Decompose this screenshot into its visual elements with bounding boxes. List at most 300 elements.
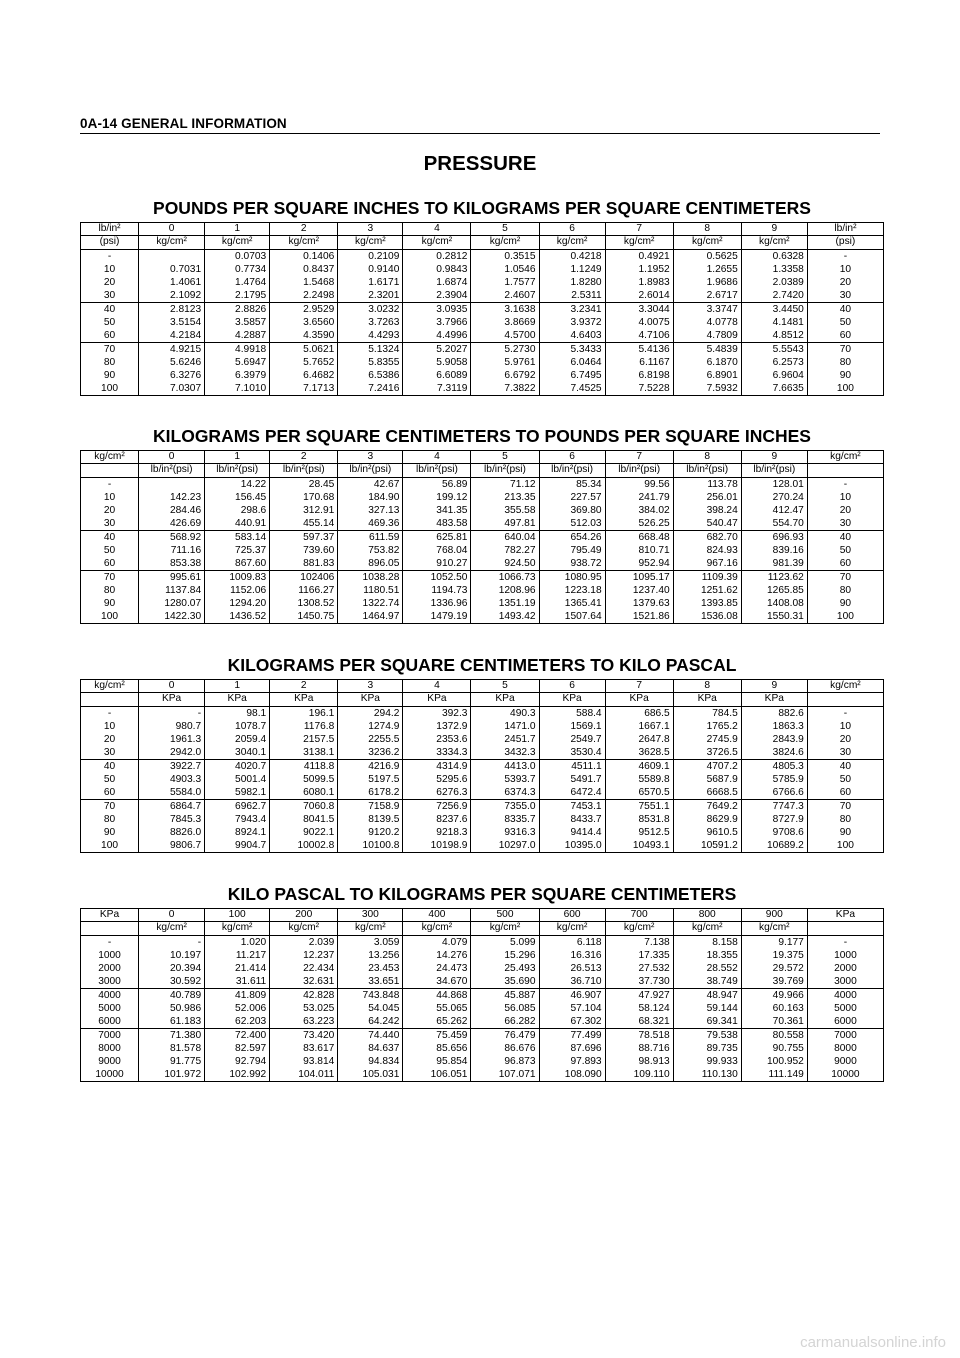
table-header-row [81,236,884,249]
cell-value: 128.01 [772,478,804,490]
cell-value: 3.5857 [235,316,267,328]
cell-value: 3.3747 [706,303,738,315]
value-cell [605,1028,673,1081]
header-cell: lb/in²(psi) [403,464,471,477]
cell-value: 1550.31 [767,610,804,622]
cell-value: 63.223 [303,1015,335,1027]
cell-value: 0.8437 [303,263,335,275]
cell-value: 4.1481 [772,316,804,328]
cell-value: 85.656 [436,1042,468,1054]
cell-value: 7551.1 [638,800,670,812]
cell-value: 90 [103,826,116,838]
value-cell [673,249,741,302]
cell-value: 84.637 [368,1042,400,1054]
cell-value: 60 [103,557,116,569]
cell-value: 94.834 [368,1055,400,1067]
header-cell: kg/cm² [741,922,807,935]
cell-value: 100 [101,610,119,622]
header-cell: kg/cm² [605,236,673,249]
value-cell [139,302,205,342]
header-cell: 2 [270,451,338,464]
cell-value: 392.3 [441,707,468,719]
cell-value: 4.7809 [706,329,738,341]
value-cell [338,1028,403,1081]
cell-value: - [843,936,848,948]
cell-value: 1194.73 [431,584,468,596]
header-cell: lb/in² [81,223,139,236]
header-cell: kg/cm² [403,236,471,249]
value-cell [139,988,205,1028]
cell-value: 91.775 [169,1055,202,1067]
cell-value [142,478,201,491]
value-cell [471,342,539,395]
cell-value: 71.12 [510,478,536,490]
cell-value: 3138.1 [303,746,335,758]
cell-value: 8433.7 [570,813,602,825]
cell-value: 53.025 [303,1002,335,1014]
cell-value: 7943.4 [235,813,267,825]
value-cell [673,799,741,852]
header-cell [807,464,883,477]
header-cell: 0 [139,680,205,693]
cell-value: 910.27 [436,557,468,569]
cell-value: 2157.5 [303,733,335,745]
cell-value: 5785.9 [772,773,804,785]
header-cell [81,922,139,935]
cell-value: 3628.5 [638,746,670,758]
header-cell: 800 [673,909,741,922]
cell-value: 3.4450 [772,303,804,315]
cell-value: 5.4136 [638,343,670,355]
cell-value: 1.9686 [706,276,738,288]
cell-value: 2843.9 [772,733,804,745]
cell-value: 4.9918 [235,343,267,355]
cell-value: 1.4764 [235,276,267,288]
cell-value: 23.453 [368,962,400,974]
header-cell [807,693,883,706]
cell-value: 896.05 [368,557,400,569]
header-cell: lb/in²(psi) [270,464,338,477]
header-cell: kg/cm² [539,922,605,935]
cell-value: 8139.5 [368,813,400,825]
cell-value: 7256.9 [436,800,468,812]
cell-value: 4805.3 [772,760,804,772]
value-cell [741,706,807,759]
header-cell: 200 [270,909,338,922]
cell-value: 0.1406 [303,250,335,262]
cell-value: 981.39 [772,557,804,569]
cell-value: 2942.0 [169,746,202,758]
header-cell: lb/in²(psi) [338,464,403,477]
section-title: POUNDS PER SQUARE INCHES TO KILOGRAMS PER SQUARE CENTIMETERS [153,198,811,218]
cell-value: 1351.19 [498,597,536,609]
cell-value: 70 [103,571,116,583]
header-cell: lb/in² [807,223,883,236]
header-cell: 7 [605,451,673,464]
cell-value: 2.6717 [706,289,738,301]
cell-value: 1237.40 [632,584,670,596]
cell-value: 881.83 [303,557,335,569]
cell-value: 6.4682 [303,369,335,381]
cell-value: 9414.4 [570,826,602,838]
cell-value: 490.3 [510,707,536,719]
cell-value: 686.5 [644,707,670,719]
cell-value: 2.5311 [571,289,602,301]
cell-value: 3040.1 [235,746,267,758]
row-label-cell [81,302,139,342]
cell-value: 426.69 [169,517,202,529]
cell-value: 90 [103,369,116,381]
value-cell [139,799,205,852]
cell-value: 10 [103,720,116,732]
cell-value: 0.2812 [436,250,468,262]
cell-value: 3.0935 [436,303,468,315]
table-row-group [81,249,884,302]
cell-value: 1450.75 [297,610,335,622]
cell-value: 49.966 [772,989,804,1001]
cell-value: 52.006 [235,1002,267,1014]
value-cell [605,759,673,799]
cell-value: 40 [103,531,116,543]
table-row-group [81,570,884,623]
value-cell [673,1028,741,1081]
cell-value: 30.592 [169,975,202,987]
cell-value: 6.1870 [706,356,738,368]
cell-value: 6766.6 [772,786,804,798]
cell-value: 4.0778 [706,316,738,328]
cell-value: 1152.06 [230,584,267,596]
value-cell [673,530,741,570]
cell-value: 2.4607 [504,289,536,301]
cell-value: 7.5932 [706,382,738,394]
cell-value: 1.4061 [169,276,202,288]
cell-value: 2.3904 [436,289,468,301]
cell-value: 5.2730 [504,343,536,355]
value-cell [139,342,205,395]
cell-value: 14.276 [436,949,468,961]
cell-value: 105.031 [362,1068,400,1080]
cell-value: 10 [839,491,852,503]
cell-value: 100 [101,839,119,851]
value-cell [139,935,205,988]
cell-value: 5.7652 [303,356,335,368]
header-cell: kg/cm² [338,236,403,249]
cell-value: 10 [103,263,116,275]
header-cell: kg/cm² [807,451,883,464]
cell-value: 10 [839,720,852,732]
cell-value: 512.03 [570,517,602,529]
cell-value: 20 [103,733,116,745]
cell-value: 10198.9 [430,839,468,851]
table-header-row [81,680,884,693]
cell-value: 199.12 [436,491,468,503]
cell-value: 3432.3 [504,746,536,758]
cell-value: 6374.3 [504,786,536,798]
cell-value: 8000 [98,1042,121,1054]
cell-value: 6864.7 [169,800,202,812]
cell-value: 60.163 [772,1002,804,1014]
cell-value: 31.611 [235,975,267,987]
cell-value: 0.9140 [368,263,400,275]
cell-value: 80 [103,813,116,825]
cell-value: 90 [839,826,852,838]
cell-value: 725.37 [235,544,267,556]
value-cell [270,302,338,342]
cell-value: 93.814 [303,1055,335,1067]
value-cell [139,1028,205,1081]
value-cell [205,1028,270,1081]
cell-value: 40.789 [169,989,202,1001]
cell-value: 3.059 [373,936,400,948]
value-cell [471,988,539,1028]
cell-value: 6.2573 [772,356,804,368]
cell-value: 50 [839,544,852,556]
kgcm2-to-psi-section [80,426,884,624]
value-cell [539,530,605,570]
cell-value: 28.552 [706,962,738,974]
cell-value: 92.794 [235,1055,267,1067]
cell-value: 5.099 [510,936,536,948]
cell-value: 56.085 [504,1002,536,1014]
value-cell [205,988,270,1028]
cell-value: 76.479 [504,1029,536,1041]
cell-value: 597.37 [303,531,335,543]
table-row-group [81,799,884,852]
cell-value: 41.809 [235,989,267,1001]
header-cell: KPa [673,693,741,706]
cell-value: 6.1167 [639,356,670,368]
cell-value: 1274.9 [368,720,400,732]
header-cell: kg/cm² [807,680,883,693]
cell-value: 2000 [98,962,121,974]
cell-value: 882.6 [778,707,804,719]
header-cell: 3 [338,451,403,464]
value-cell [673,988,741,1028]
cell-value: 100 [836,610,854,622]
cell-value: 1667.1 [638,720,670,732]
cell-value: 22.434 [303,962,335,974]
cell-value: 70 [103,343,116,355]
table-header-row [81,922,884,935]
cell-value: 4.079 [441,936,468,948]
cell-value: 5687.9 [706,773,738,785]
cell-value: 4216.9 [368,760,400,772]
cell-value: 64.242 [368,1015,400,1027]
header-cell: lb/in²(psi) [139,464,205,477]
cell-value: 2647.8 [638,733,670,745]
cell-value: 1294.20 [229,597,267,609]
cell-value: 26.513 [570,962,602,974]
cell-value: 938.72 [570,557,602,569]
cell-value: 1.1952 [638,263,670,275]
header-cell: kg/cm² [81,451,139,464]
value-cell [741,988,807,1028]
cell-value: 102.992 [229,1068,267,1080]
conversion-table [80,450,884,624]
header-cell: 100 [205,909,270,922]
cell-value: 497.81 [504,517,536,529]
cell-value: 3.2341 [570,303,602,315]
cell-value: 60 [103,329,116,341]
cell-value: 8237.6 [436,813,468,825]
cell-value: 398.24 [706,504,738,516]
cell-value: 0.4921 [638,250,670,262]
cell-value: 1464.97 [362,610,400,622]
cell-value: 9806.7 [169,839,202,851]
cell-value: 109.110 [633,1068,670,1080]
cell-value: 6.118 [576,936,602,948]
cell-value: 3000 [834,975,857,987]
cell-value: 7060.8 [303,800,335,812]
cell-value: 3.7966 [436,316,468,328]
cell-value: 10.197 [169,949,202,961]
cell-value: 4.3590 [303,329,335,341]
cell-value: 6.3276 [169,369,202,381]
cell-value: 6.8198 [638,369,670,381]
cell-value: 5.1324 [368,343,400,355]
cell-value: 1863.3 [772,720,804,732]
value-cell [673,759,741,799]
cell-value: 1.020 [240,936,267,948]
header-cell: 5 [471,223,539,236]
cell-value: 6472.4 [570,786,602,798]
row-label-cell [81,706,139,759]
value-cell [403,935,471,988]
table-row-group [81,302,884,342]
header-cell: 700 [605,909,673,922]
header-cell: 1 [205,680,270,693]
cell-value: 60 [103,786,116,798]
cell-value: 7355.0 [504,800,536,812]
cell-value: 654.26 [570,531,602,543]
cell-value: 50 [839,773,852,785]
header-cell: kg/cm² [471,922,539,935]
cell-value: 70 [103,800,116,812]
value-cell [403,302,471,342]
cell-value: 113.78 [707,478,738,490]
kgcm2-to-kpa-section [80,655,884,853]
cell-value: 9000 [834,1055,857,1067]
conversion-table [80,908,884,1082]
cell-value: 3334.3 [436,746,468,758]
cell-value: 967.16 [706,557,738,569]
cell-value: 1471.0 [504,720,536,732]
table-row-group [81,1028,884,1081]
cell-value: 256.01 [706,491,738,503]
cell-value: 2.039 [308,936,335,948]
value-cell [139,530,205,570]
cell-value: 7747.3 [772,800,804,812]
value-cell [741,249,807,302]
header-cell: kg/cm² [205,922,270,935]
cell-value: 7.2416 [368,382,400,394]
row-label-cell [81,1028,139,1081]
value-cell [139,759,205,799]
cell-value: 2.1795 [235,289,267,301]
cell-value: 784.5 [712,707,738,719]
header-cell: KPa [338,693,403,706]
cell-value: 2.1092 [169,289,202,301]
cell-value: 73.420 [303,1029,335,1041]
cell-value: 4413.0 [504,760,536,772]
value-cell [471,477,539,530]
cell-value: 8924.1 [235,826,267,838]
value-cell [471,1028,539,1081]
cell-value: 1.8983 [638,276,670,288]
cell-value: 1009.83 [229,571,267,583]
value-cell [403,477,471,530]
cell-value: 824.93 [706,544,738,556]
cell-value: 3.0232 [368,303,400,315]
value-cell [403,249,471,302]
cell-value: 241.79 [638,491,670,503]
cell-value: 298.6 [240,504,267,516]
cell-value: 110.130 [701,1068,738,1080]
table-header-row [81,693,884,706]
value-cell [139,477,205,530]
value-cell [673,706,741,759]
value-cell [403,988,471,1028]
row-label-right-cell [807,799,883,852]
cell-value: 583.14 [235,531,267,543]
cell-value: 1569.1 [570,720,602,732]
cell-value: 7000 [834,1029,857,1041]
cell-value: 78.518 [638,1029,670,1041]
header-cell: 600 [539,909,605,922]
cell-value: 8000 [834,1042,857,1054]
cell-value: 8629.9 [706,813,738,825]
cell-value: 1379.63 [632,597,670,609]
cell-value: 108.090 [564,1068,602,1080]
cell-value: 40 [103,760,116,772]
section-title: KILOGRAMS PER SQUARE CENTIMETERS TO KILO PASCAL [227,655,737,675]
cell-value: 1251.62 [700,584,738,596]
cell-value: 1765.2 [706,720,738,732]
header-cell: (psi) [81,236,139,249]
value-cell [270,530,338,570]
cell-value: 2353.6 [436,733,468,745]
header-cell: 7 [605,223,673,236]
header-cell: kg/cm² [139,922,205,935]
cell-value: 0.2109 [368,250,400,262]
cell-value: 10100.8 [362,839,400,851]
cell-value: 6080.1 [303,786,335,798]
cell-value: 1308.52 [297,597,335,609]
value-cell [471,706,539,759]
cell-value: 9708.6 [772,826,804,838]
cell-value: 6.7495 [570,369,602,381]
cell-value: 440.91 [235,517,267,529]
header-cell: KPa [471,693,539,706]
value-cell [205,342,270,395]
value-cell [673,302,741,342]
value-cell [338,302,403,342]
cell-value: 5982.1 [235,786,267,798]
row-label-right-cell [807,249,883,302]
cell-value: 9218.3 [436,826,468,838]
cell-value: 71.380 [169,1029,202,1041]
cell-value: 0.5625 [706,250,738,262]
cell-value: 3.1638 [504,303,536,315]
cell-value: 70 [839,343,852,355]
cell-value: 99.933 [706,1055,738,1067]
cell-value: 50 [103,316,116,328]
cell-value: 9512.5 [638,826,670,838]
cell-value: 86.676 [504,1042,536,1054]
header-cell: lb/in²(psi) [673,464,741,477]
header-cell: 2 [270,680,338,693]
cell-value: 995.61 [169,571,202,583]
